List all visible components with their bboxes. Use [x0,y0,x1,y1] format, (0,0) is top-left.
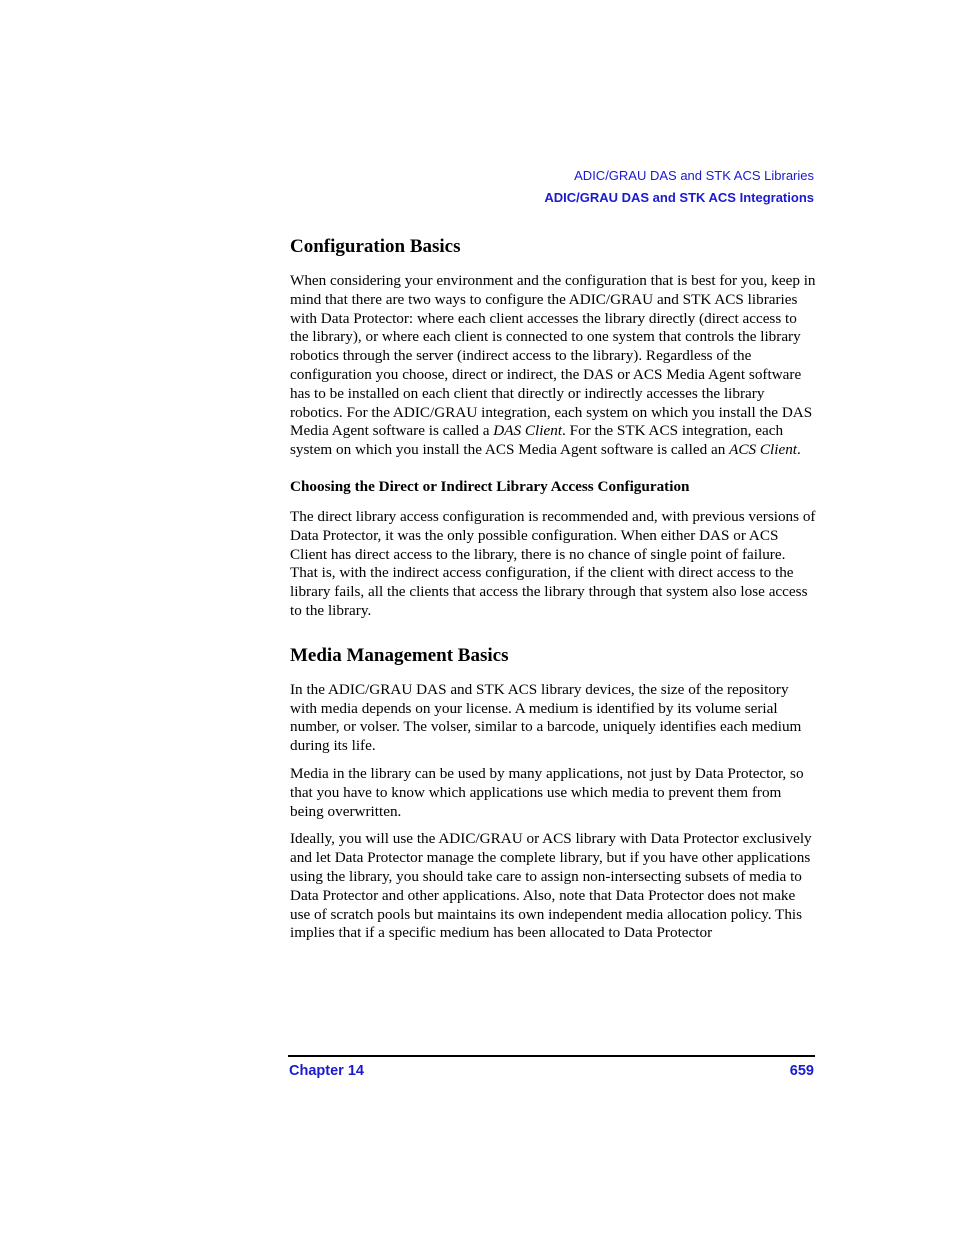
paragraph-text: . [797,441,801,459]
paragraph-configuration-basics [290,272,816,460]
page-body [290,234,816,952]
paragraph-media-management-3: Ideally, you will use the ADIC/GRAU or ACS library with Data Protector exclusively and let Data Protector manage the complete library, but if you have other applications using the library, you should take care to assign non-intersecting subsets of media to Data Protector and other applications. Also, note that Data Protector does not make use of scratch pools but maintains its own independent media allocation policy. This implies that if a specific medium has been allocated to Data Protector [290,830,812,942]
term-acs-client: ACS Client [729,441,798,459]
footer-page-number: 659 [789,1063,814,1079]
paragraph-text: When considering your environment and the configuration that is best for you, keep in mind that there are two ways to configure the ADIC/GRAU and STK ACS libraries with Data Protector: where each client accesses the library directly (direct access to the library), or where each client is connected to one system that controls the library robotics through the server (indirect access to the library). Regardless of the configuration you choose, direct or indirect, the DAS or ACS Media Agent software has to be installed on each client that directly or indirectly accesses the library robotics. For the ADIC/GRAU integration, each system on which you install the DAS Media Agent software is called a [290,272,816,440]
footer-divider [288,1055,815,1057]
heading-choosing-access-configuration: Choosing the Direct or Indirect Library Access Configuration [290,477,690,495]
running-header [544,165,814,209]
paragraph-media-management-1: In the ADIC/GRAU DAS and STK ACS library devices, the size of the repository with media depends on your license. A medium is identified by its volume serial number, or volser. The volser, similar to a barcode, uniquely identifies each medium during its life. [290,680,802,755]
running-header-section-title: ADIC/GRAU DAS and STK ACS Integrations [544,190,814,205]
running-header-chapter-title: ADIC/GRAU DAS and STK ACS Libraries [574,168,814,183]
heading-configuration-basics: Configuration Basics [290,236,461,257]
heading-media-management-basics: Media Management Basics [290,644,509,666]
paragraph-text: . For the STK ACS integration, each system on which you install the ACS Media Agent software is called an [290,422,784,459]
paragraph-choosing-access: The direct library access configuration is recommended and, with previous versions of Data Protector, it was the only possible configuration. When either DAS or ACS Client has direct access to the library, there is no chance of single point of failure. That is, with the indirect access configuration, if the client with direct access to the library fails, all the clients that access the library through that system also lose access to the library. [290,507,816,619]
paragraph-media-management-2: Media in the library can be used by many applications, not just by Data Protector, so that you have to know which applications use which media to prevent them from being overwritten. [290,764,804,820]
term-das-client: DAS Client [493,422,563,440]
footer-chapter-label: Chapter 14 [289,1063,364,1079]
